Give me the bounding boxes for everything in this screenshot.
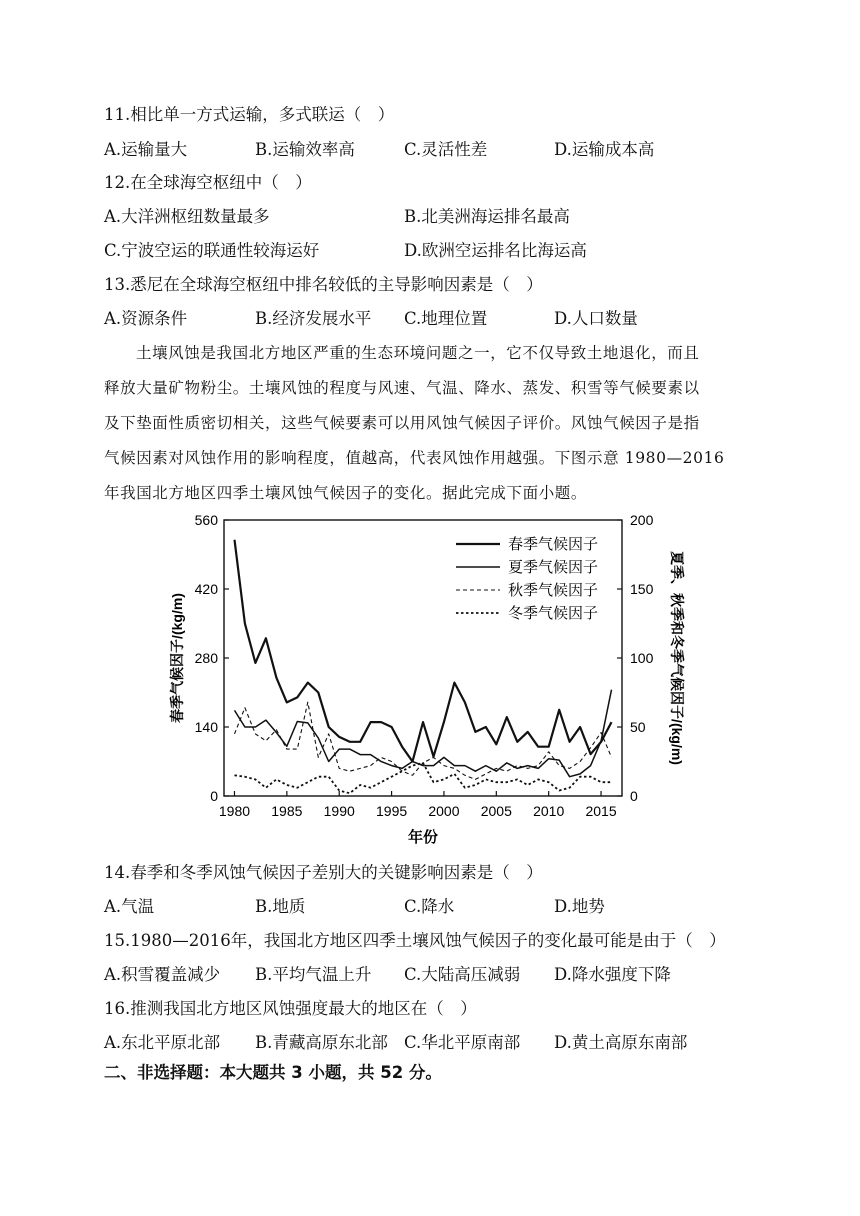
- question-14-option-c[interactable]: C.降水: [404, 897, 455, 916]
- question-15-option-d[interactable]: D.降水强度下降: [554, 965, 671, 984]
- y-left-tick-label: 560: [194, 512, 218, 528]
- passage-line-1: 土壤风蚀是我国北方地区严重的生态环境问题之一，它不仅导致土地退化，而且: [136, 344, 700, 362]
- question-14-stem: 14.春季和冬季风蚀气候因子差别大的关键影响因素是（ ）: [104, 863, 543, 882]
- question-16-option-b[interactable]: B.青藏高原东北部: [255, 1033, 388, 1052]
- passage-line-2: 释放大量矿物粉尘。土壤风蚀的程度与风速、气温、降水、蒸发、积雪等气候要素以: [104, 379, 700, 397]
- x-tick-label: 1990: [323, 803, 355, 819]
- y-axis-label-left: 春季气候因子/(kg/m): [169, 593, 185, 723]
- question-11-option-b[interactable]: B.运输效率高: [255, 140, 355, 159]
- question-12-option-b[interactable]: B.北美洲海运排名最高: [404, 207, 570, 226]
- wind-erosion-chart: [160, 506, 700, 852]
- question-14-option-a[interactable]: A.气温: [104, 897, 155, 916]
- y-left-tick-label: 0: [210, 788, 218, 804]
- x-tick-label: 2005: [480, 803, 512, 819]
- question-13-option-a[interactable]: A.资源条件: [104, 309, 188, 328]
- question-14-option-d[interactable]: D.地势: [554, 897, 605, 916]
- question-12-option-c[interactable]: C.宁波空运的联通性较海运好: [104, 241, 320, 260]
- x-tick-label: 2010: [533, 803, 565, 819]
- question-12-stem: 12.在全球海空枢纽中（ ）: [104, 173, 312, 192]
- question-16-option-d[interactable]: D.黄土高原东南部: [554, 1033, 688, 1052]
- question-13-stem: 13.悉尼在全球海空枢纽中排名较低的主导影响因素是（ ）: [104, 275, 543, 294]
- y-right-tick-label: 150: [630, 581, 654, 597]
- legend-label-1: 夏季气候因子: [508, 559, 599, 576]
- y-right-tick-label: 200: [630, 512, 654, 528]
- question-14-option-b[interactable]: B.地质: [255, 897, 306, 916]
- question-15-option-c[interactable]: C.大陆高压减弱: [404, 965, 521, 984]
- passage-line-3: 及下垫面性质密切相关，这些气候要素可以用风蚀气候因子评价。风蚀气候因子是指: [104, 414, 700, 432]
- y-left-tick-label: 420: [194, 581, 218, 597]
- chart-legend: [456, 536, 598, 622]
- series-line-3: [235, 763, 612, 793]
- x-axis-label: 年份: [407, 829, 439, 846]
- question-11-option-d[interactable]: D.运输成本高: [554, 140, 655, 159]
- passage-line-4: 气候因素对风蚀作用的影响程度，值越高，代表风蚀作用越强。下图示意 1980—2016: [104, 449, 725, 467]
- question-16-option-a[interactable]: A.东北平原北部: [104, 1033, 221, 1052]
- legend-label-2: 秋季气候因子: [508, 582, 599, 599]
- x-tick-label: 1995: [376, 803, 408, 819]
- y-left-tick-label: 280: [194, 650, 218, 666]
- question-15-option-b[interactable]: B.平均气温上升: [255, 965, 372, 984]
- y-right-tick-label: 50: [630, 719, 646, 735]
- x-tick-label: 1985: [271, 803, 303, 819]
- question-13-option-c[interactable]: C.地理位置: [404, 309, 488, 328]
- question-15-option-a[interactable]: A.积雪覆盖减少: [104, 965, 221, 984]
- x-tick-label: 2000: [428, 803, 460, 819]
- series-line-2: [235, 702, 612, 779]
- y-right-tick-label: 100: [630, 650, 654, 666]
- question-16-option-c[interactable]: C.华北平原南部: [404, 1033, 521, 1052]
- section-heading: 二、非选择题：本大题共 3 小题，共 52 分。: [104, 1063, 442, 1082]
- question-11-stem: 11.相比单一方式运输，多式联运（ ）: [104, 105, 395, 124]
- y-right-tick-label: 0: [630, 788, 638, 804]
- question-12-option-d[interactable]: D.欧洲空运排名比海运高: [404, 241, 587, 260]
- x-tick-label: 1980: [218, 803, 251, 819]
- question-13-option-b[interactable]: B.经济发展水平: [255, 309, 372, 328]
- question-15-stem: 15.1980—2016年，我国北方地区四季土壤风蚀气候因子的变化最可能是由于（ ）: [104, 931, 726, 950]
- question-16-stem: 16.推测我国北方地区风蚀强度最大的地区在（ ）: [104, 999, 477, 1018]
- passage-line-5: 年我国北方地区四季土壤风蚀气候因子的变化。据此完成下面小题。: [104, 484, 588, 502]
- reading-passage: [104, 342, 756, 517]
- legend-label-3: 冬季气候因子: [508, 605, 599, 622]
- question-11-option-a[interactable]: A.运输量大: [104, 140, 188, 159]
- y-left-tick-label: 140: [194, 719, 218, 735]
- question-11-option-c[interactable]: C.灵活性差: [404, 140, 488, 159]
- x-tick-label: 2015: [585, 803, 617, 819]
- question-13-option-d[interactable]: D.人口数量: [554, 309, 638, 328]
- question-12-option-a[interactable]: A.大洋洲枢纽数量最多: [104, 207, 270, 226]
- legend-label-0: 春季气候因子: [508, 536, 599, 553]
- y-axis-label-right: 夏季、秋季和冬季气候因子/(kg/m): [669, 551, 685, 765]
